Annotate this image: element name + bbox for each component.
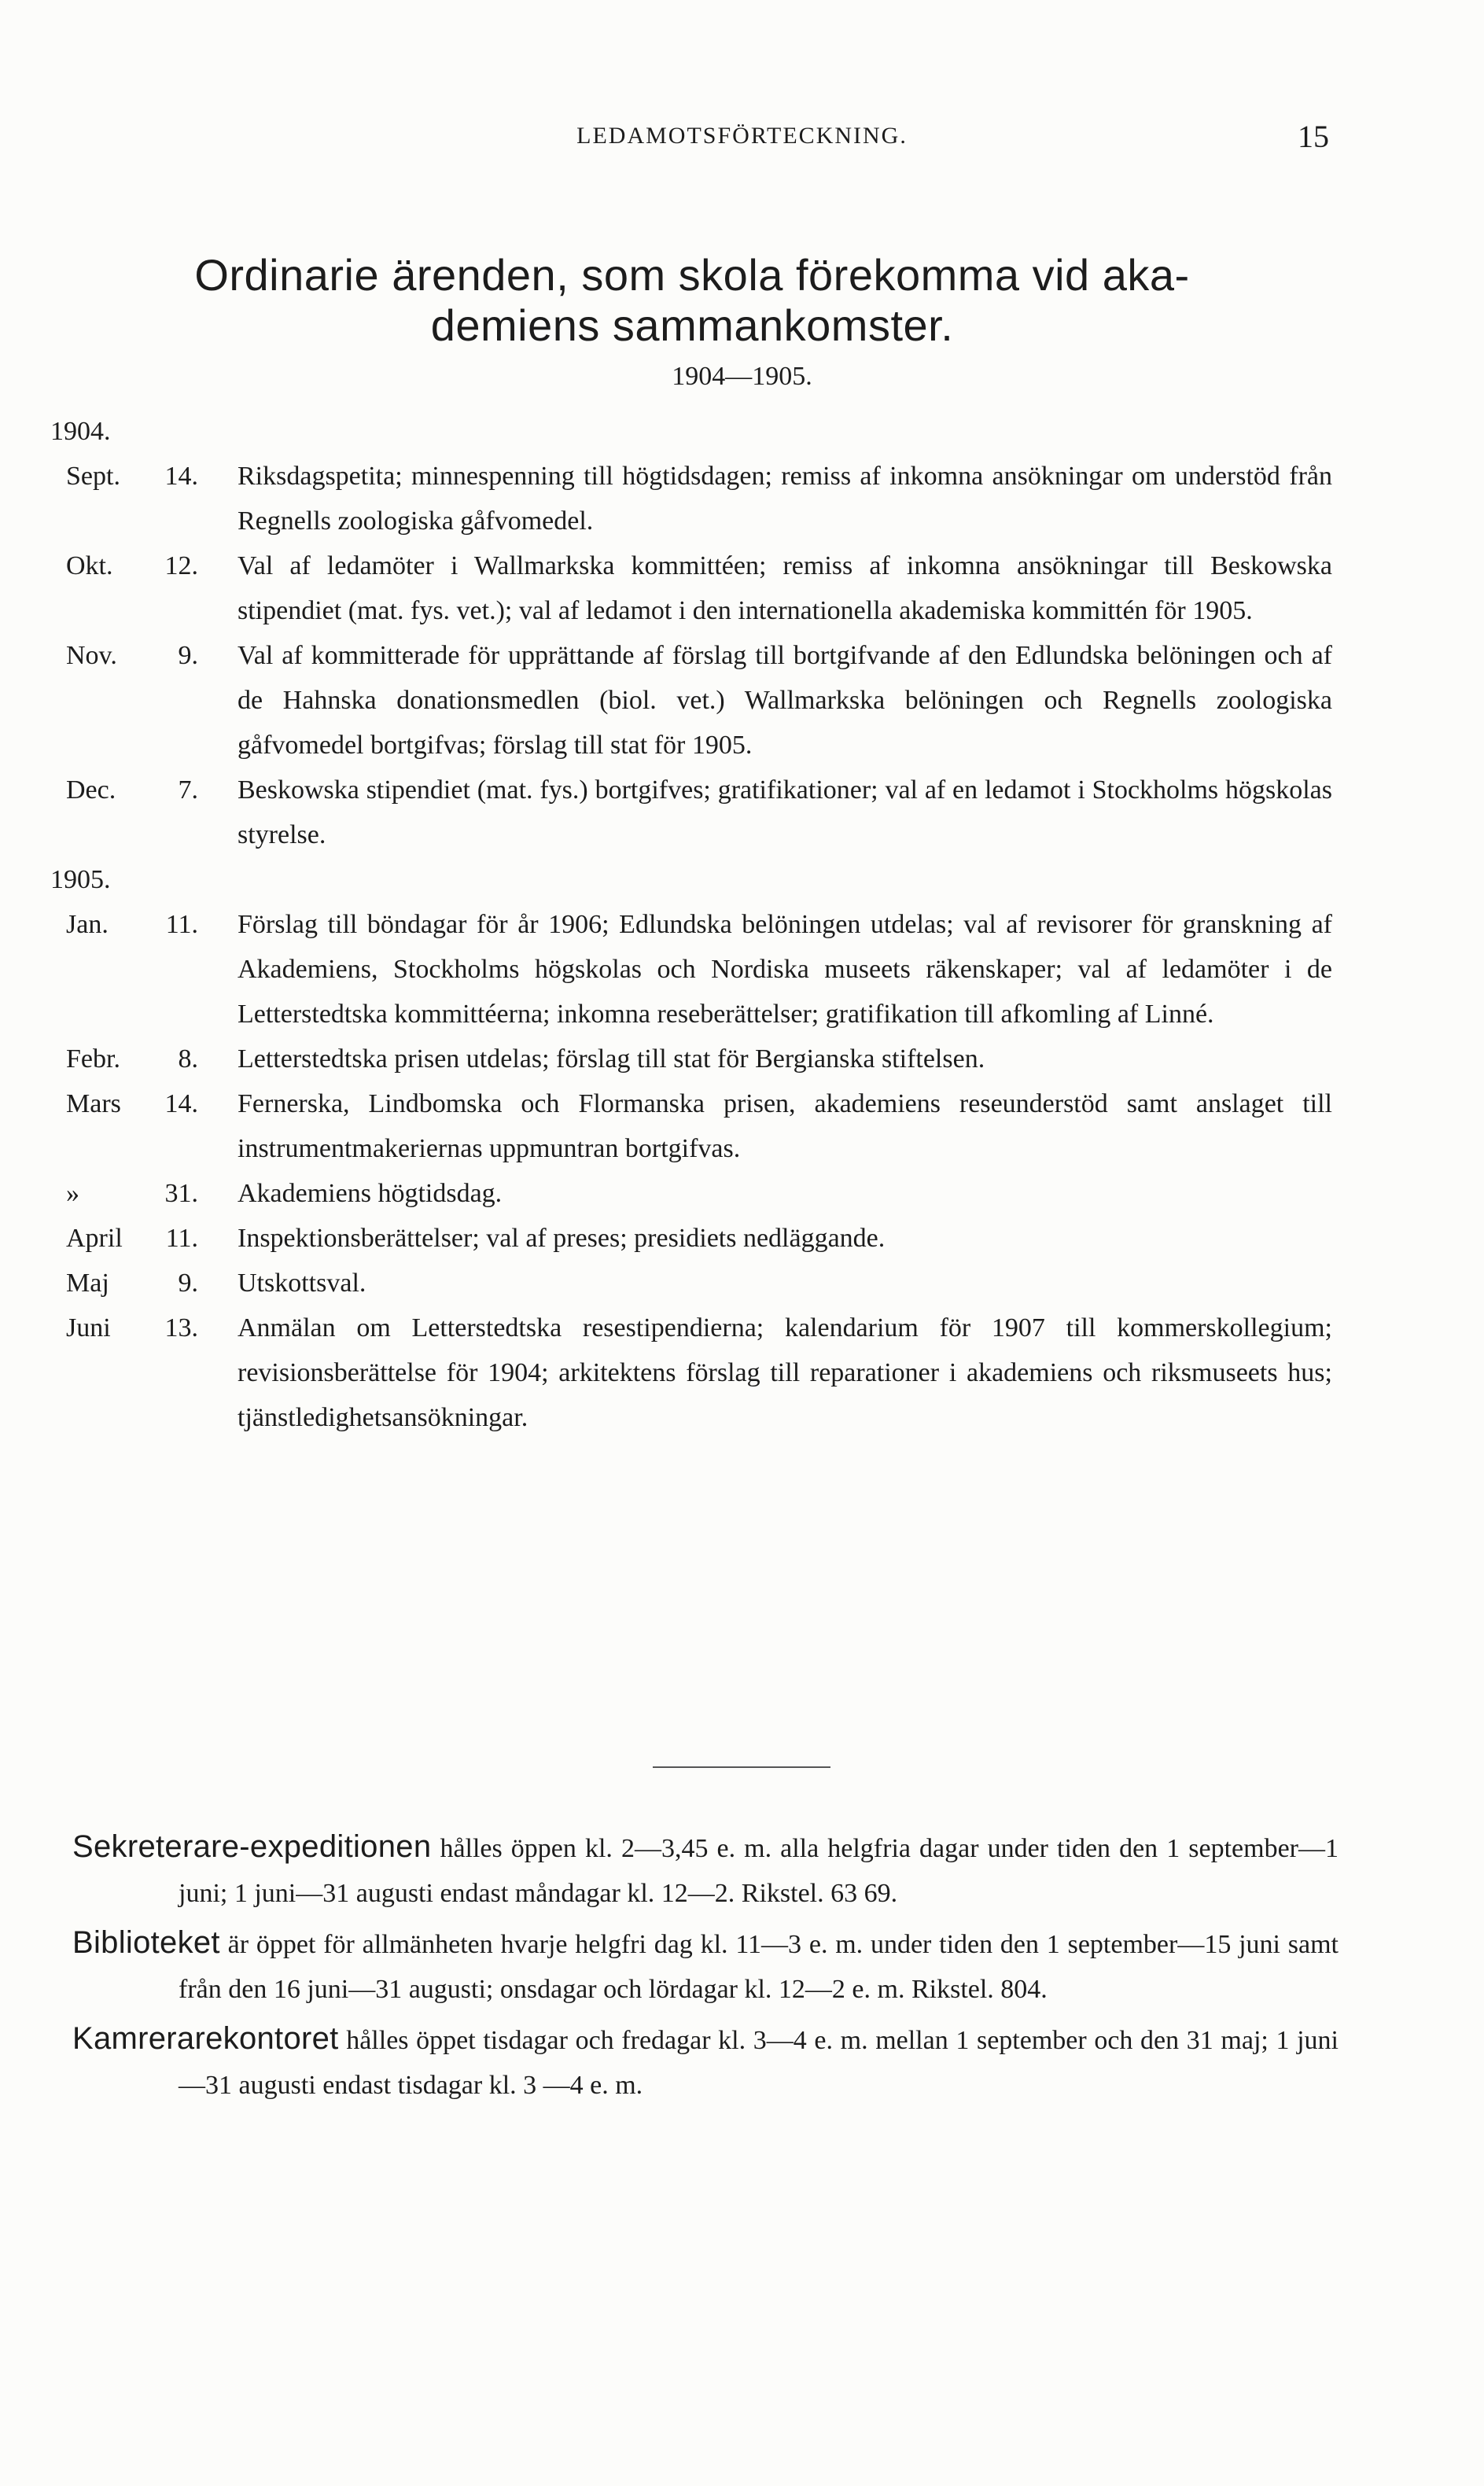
entry-text: Förslag till böndagar för år 1906; Edlundska belöningen utdelas; val af revisorer för granskning af Akademiens, Stockholms högskolas och Nordiska museets räkenskaper; val af ledamöter i de Letterstedtska kommittéerna; inkomna reseberättelser; gratifikation till afkomling af Linné. <box>238 910 1332 1029</box>
notice-heading: Sekreterare-expeditionen <box>72 1829 432 1864</box>
notice-text: är öppet för allmänheten hvarje helgfri dag kl. 11—3 e. m. under tiden den 1 september—15 juni samt från den 16 juni—31 augusti; onsdagar och lördagar kl. 12—2 e. m. Rikstel. 804. <box>179 1930 1339 2004</box>
entry-day: 8. <box>178 1044 198 1074</box>
entry-month: Okt. <box>66 551 113 580</box>
page-title <box>47 250 1337 351</box>
schedule-entry <box>0 1037 1484 1081</box>
notice-secretariat <box>72 1825 1339 1916</box>
notice-heading: Biblioteket <box>72 1925 220 1960</box>
page-title-line-2: demiens sammankomster. <box>430 300 954 350</box>
entry-date <box>0 902 238 947</box>
entry-day: 14. <box>164 462 198 491</box>
running-head <box>0 118 1484 165</box>
schedule-entry <box>0 1306 1484 1440</box>
schedule-entry <box>0 633 1484 768</box>
entry-text: Akademiens högtidsdag. <box>238 1179 503 1208</box>
entry-day: 13. <box>164 1313 198 1342</box>
entry-text: Inspektionsberättelser; val af preses; presidiets nedläggande. <box>238 1224 886 1253</box>
schedule-entry <box>0 768 1484 857</box>
entry-date <box>0 543 238 588</box>
entry-date <box>0 768 238 812</box>
office-hours-notices <box>72 1825 1339 2112</box>
schedule-entry <box>0 454 1484 543</box>
entry-month: » <box>66 1179 79 1208</box>
entry-day: 31. <box>164 1179 198 1208</box>
entry-day: 7. <box>178 775 198 805</box>
running-title: LEDAMOTSFÖRTECKNING. <box>576 123 908 149</box>
entry-month: Jan. <box>66 910 109 939</box>
notice-library <box>72 1921 1339 2012</box>
entry-day: 9. <box>178 641 198 670</box>
entry-date <box>0 1216 238 1261</box>
year-label: 1904. <box>50 417 111 446</box>
entry-day: 12. <box>164 551 198 580</box>
entry-month: April <box>66 1224 123 1253</box>
page-title-line-1: Ordinarie ärenden, som skola förekomma vid aka- <box>194 250 1190 300</box>
entry-text: Val af kommitterade för upprättande af förslag till bortgifvande af den Edlundska belöningen och af de Hahnska donationsmedlen (biol. vet.) Wallmarkska belöningen och Regnells zoologiska gåfvomedel bortgifvas; förslag till stat för 1905. <box>238 641 1332 760</box>
schedule-entry <box>0 543 1484 633</box>
schedule-entry <box>0 1171 1484 1216</box>
entry-date <box>0 1081 238 1126</box>
year-label: 1905. <box>50 865 111 894</box>
entry-month: Sept. <box>66 462 120 491</box>
entry-text: Fernerska, Lindbomska och Flormanska prisen, akademiens reseunderstöd samt anslaget till instrumentmakeriernas uppmuntran bortgifvas. <box>238 1089 1332 1163</box>
period-subtitle: 1904—1905. <box>672 362 812 391</box>
entry-date <box>0 1037 238 1081</box>
notice-text: hålles öppen kl. 2—3,45 e. m. alla helgfria dagar under tiden den 1 september—1 juni; 1 juni—31 augusti endast måndagar kl. 12—2. Rikstel. 63 69. <box>179 1834 1339 1908</box>
notice-text: hålles öppet tisdagar och fredagar kl. 3—4 e. m. mellan 1 september och den 31 maj; 1 juni—31 augusti endast tisdagar kl. 3 —4 e. m. <box>179 2026 1339 2100</box>
entry-month: Febr. <box>66 1044 120 1074</box>
entry-month: Dec. <box>66 775 116 805</box>
entry-text: Anmälan om Letterstedtska resestipendierna; kalendarium för 1907 till kommerskollegium; revisionsberättelse för 1904; arkitektens förslag till reparationer i akademiens och riksmuseets hus; tjänstledighetsansökningar. <box>238 1313 1332 1432</box>
entry-month: Mars <box>66 1089 121 1118</box>
schedule-entry <box>0 1216 1484 1261</box>
entry-month: Nov. <box>66 641 117 670</box>
entry-day: 14. <box>164 1089 198 1118</box>
entry-date <box>0 1306 238 1350</box>
notice-heading: Kamrerarekontoret <box>72 2021 339 2056</box>
entry-date <box>0 1261 238 1306</box>
entry-date <box>0 1171 238 1216</box>
entry-day: 11. <box>165 1224 198 1253</box>
page-number: 15 <box>1298 119 1329 154</box>
entry-day: 9. <box>178 1269 198 1298</box>
entry-day: 11. <box>165 910 198 939</box>
notice-treasury <box>72 2016 1339 2108</box>
entry-text: Val af ledamöter i Wallmarkska kommittéen; remiss af inkomna ansökningar till Beskowska stipendiet (mat. fys. vet.); val af ledamot i den internationella akademiska kommittén för 1905. <box>238 551 1332 625</box>
schedule-entry <box>0 1081 1484 1171</box>
entry-month: Juni <box>66 1313 111 1342</box>
entry-date <box>0 454 238 499</box>
entry-text: Utskottsval. <box>238 1269 366 1298</box>
entry-text: Letterstedtska prisen utdelas; förslag till stat för Bergianska stiftelsen. <box>238 1044 985 1074</box>
schedule-entry <box>0 1261 1484 1306</box>
entry-month: Maj <box>66 1269 109 1298</box>
section-divider <box>653 1766 830 1768</box>
meeting-schedule <box>0 409 1484 1440</box>
schedule-entry <box>0 902 1484 1037</box>
entry-text: Riksdagspetita; minnespenning till högtidsdagen; remiss af inkomna ansökningar om understöd från Regnells zoologiska gåfvomedel. <box>238 462 1332 536</box>
entry-date <box>0 633 238 678</box>
entry-text: Beskowska stipendiet (mat. fys.) bortgifves; gratifikationer; val af en ledamot i Stockholms högskolas styrelse. <box>238 775 1332 849</box>
